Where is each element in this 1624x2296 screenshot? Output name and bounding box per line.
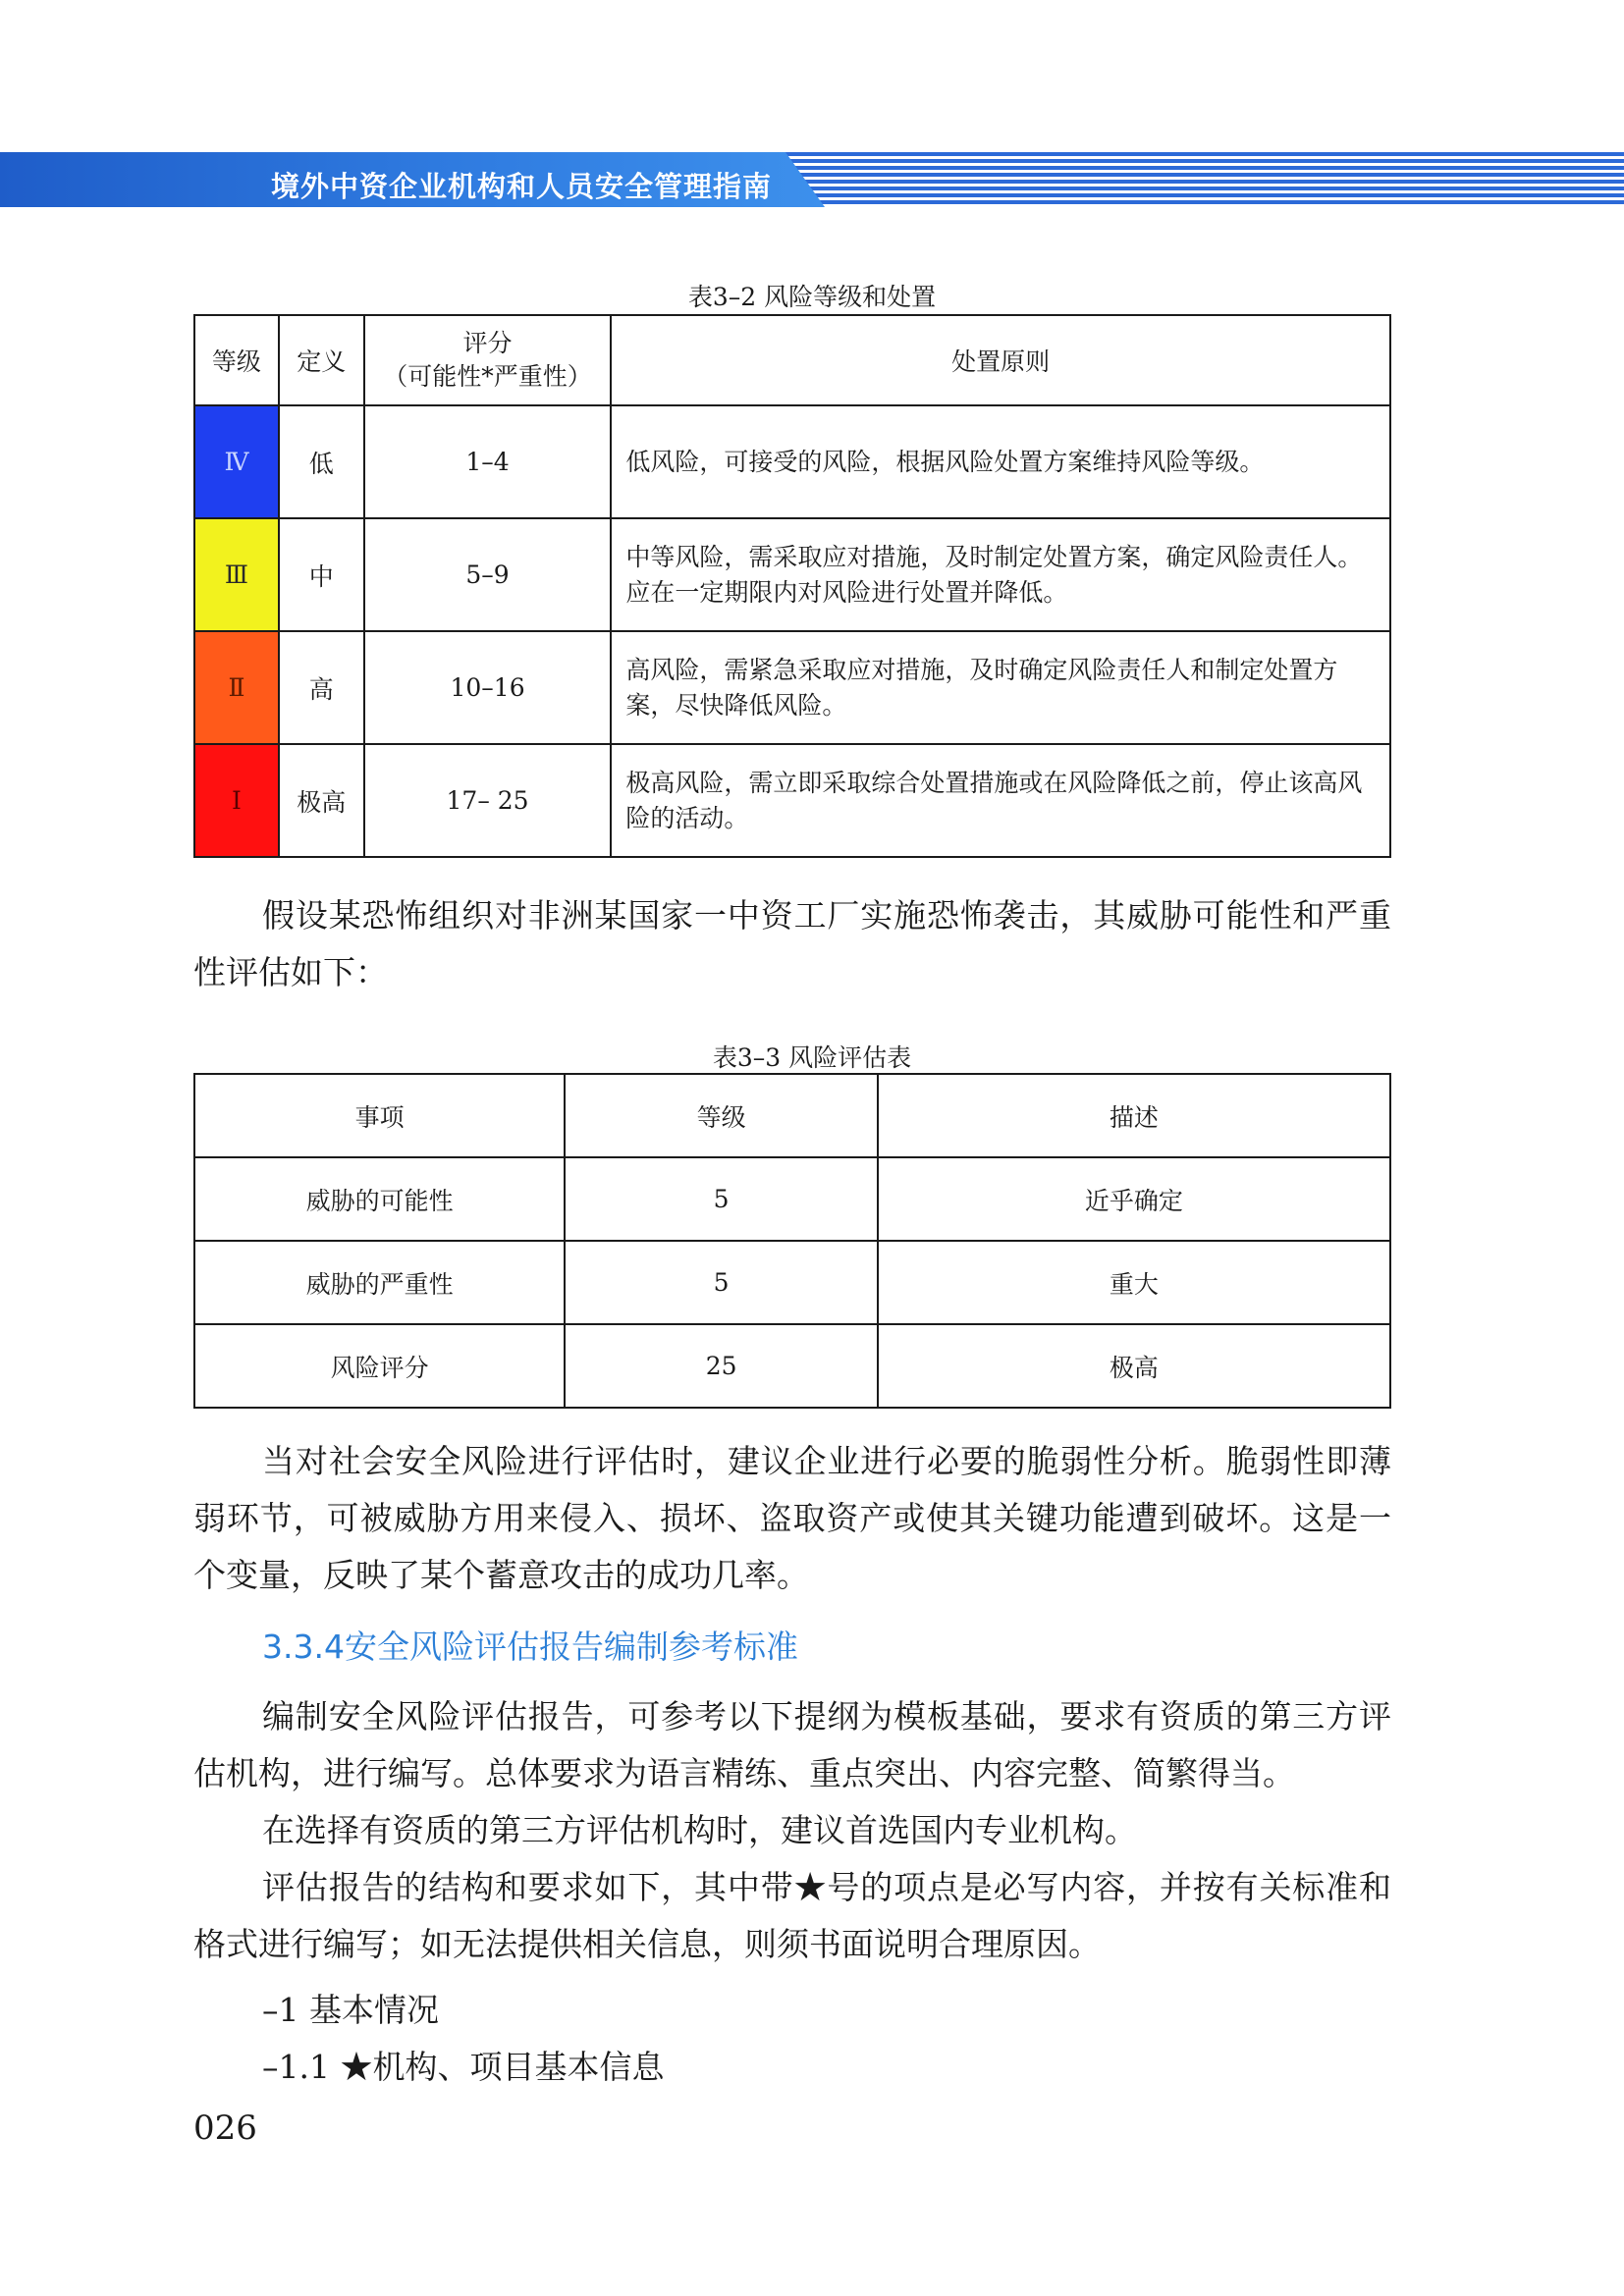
header-level: 等级 bbox=[565, 1074, 877, 1157]
paragraph-scenario: 假设某恐怖组织对非洲某国家一中资工厂实施恐怖袭击，其威胁可能性和严重性评估如下： bbox=[193, 896, 1391, 991]
header-description: 描述 bbox=[878, 1074, 1390, 1157]
page-number: 026 bbox=[193, 2109, 257, 2148]
risk-level-table bbox=[193, 314, 1391, 858]
table-header-row bbox=[194, 1074, 1390, 1157]
level-cell: 5 bbox=[565, 1241, 877, 1324]
definition-cell: 低 bbox=[279, 405, 364, 518]
item-cell: 风险评分 bbox=[194, 1324, 565, 1408]
table-header-row bbox=[194, 315, 1390, 405]
paragraph-third-party: 在选择有资质的第三方评估机构时，建议首选国内专业机构。 bbox=[262, 1811, 1137, 1849]
header-score-line2: （可能性*严重性） bbox=[383, 362, 592, 391]
header-definition: 定义 bbox=[279, 315, 364, 405]
outline-item-1-1: –1.1 ★机构、项目基本信息 bbox=[262, 2048, 665, 2086]
table-row bbox=[194, 744, 1390, 857]
description-cell: 极高 bbox=[878, 1324, 1390, 1408]
paragraph-report-outline: 编制安全风险评估报告，可参考以下提纲为模板基础，要求有资质的第三方评估机构，进行编写。总体要求为语言精练、重点突出、内容完整、简繁得当。 bbox=[193, 1697, 1391, 1792]
level-badge-iii: Ⅲ bbox=[194, 518, 279, 631]
header-principle: 处置原则 bbox=[611, 315, 1390, 405]
item-cell: 威胁的可能性 bbox=[194, 1157, 565, 1241]
level-cell: 5 bbox=[565, 1157, 877, 1241]
level-badge-iv: Ⅳ bbox=[194, 405, 279, 518]
paragraph-structure: 评估报告的结构和要求如下，其中带★号的项点是必写内容，并按有关标准和格式进行编写；如无法提供相关信息，则须书面说明合理原因。 bbox=[193, 1868, 1391, 1963]
level-badge-i: Ⅰ bbox=[194, 744, 279, 857]
risk-assessment-table bbox=[193, 1073, 1391, 1409]
header-score-line1: 评分 bbox=[462, 329, 513, 357]
outline-item-1: –1 基本情况 bbox=[262, 1991, 439, 2029]
score-cell: 10–16 bbox=[364, 631, 612, 744]
principle-cell: 极高风险，需立即采取综合处置措施或在风险降低之前，停止该高风险的活动。 bbox=[611, 744, 1390, 857]
principle-cell: 低风险，可接受的风险，根据风险处置方案维持风险等级。 bbox=[611, 405, 1390, 518]
header-score bbox=[364, 315, 612, 405]
header-item: 事项 bbox=[194, 1074, 565, 1157]
definition-cell: 极高 bbox=[279, 744, 364, 857]
definition-cell: 中 bbox=[279, 518, 364, 631]
score-cell: 1–4 bbox=[364, 405, 612, 518]
paragraph-vulnerability: 当对社会安全风险进行评估时，建议企业进行必要的脆弱性分析。脆弱性即薄弱环节，可被威胁方用来侵入、损坏、盗取资产或使其关键功能遭到破坏。这是一个变量，反映了某个蓄意攻击的成功几率。 bbox=[193, 1442, 1391, 1594]
table-row bbox=[194, 1157, 1390, 1241]
item-cell: 威胁的严重性 bbox=[194, 1241, 565, 1324]
principle-cell: 中等风险，需采取应对措施，及时制定处置方案，确定风险责任人。应在一定期限内对风险进行处置并降低。 bbox=[611, 518, 1390, 631]
book-title: 境外中资企业机构和人员安全管理指南 bbox=[271, 170, 773, 203]
description-cell: 重大 bbox=[878, 1241, 1390, 1324]
section-heading: 3.3.4安全风险评估报告编制参考标准 bbox=[262, 1628, 798, 1666]
table-row bbox=[194, 518, 1390, 631]
table-3-2-caption: 表3–2 风险等级和处置 bbox=[687, 283, 937, 311]
header-level: 等级 bbox=[194, 315, 279, 405]
level-badge-ii: Ⅱ bbox=[194, 631, 279, 744]
definition-cell: 高 bbox=[279, 631, 364, 744]
principle-cell: 高风险，需紧急采取应对措施，及时确定风险责任人和制定处置方案，尽快降低风险。 bbox=[611, 631, 1390, 744]
table-3-3-caption: 表3–3 风险评估表 bbox=[712, 1043, 912, 1072]
score-cell: 5–9 bbox=[364, 518, 612, 631]
table-row bbox=[194, 1241, 1390, 1324]
table-row bbox=[194, 405, 1390, 518]
description-cell: 近乎确定 bbox=[878, 1157, 1390, 1241]
score-cell: 17– 25 bbox=[364, 744, 612, 857]
table-row bbox=[194, 631, 1390, 744]
level-cell: 25 bbox=[565, 1324, 877, 1408]
header-banner bbox=[0, 152, 1624, 207]
table-row bbox=[194, 1324, 1390, 1408]
